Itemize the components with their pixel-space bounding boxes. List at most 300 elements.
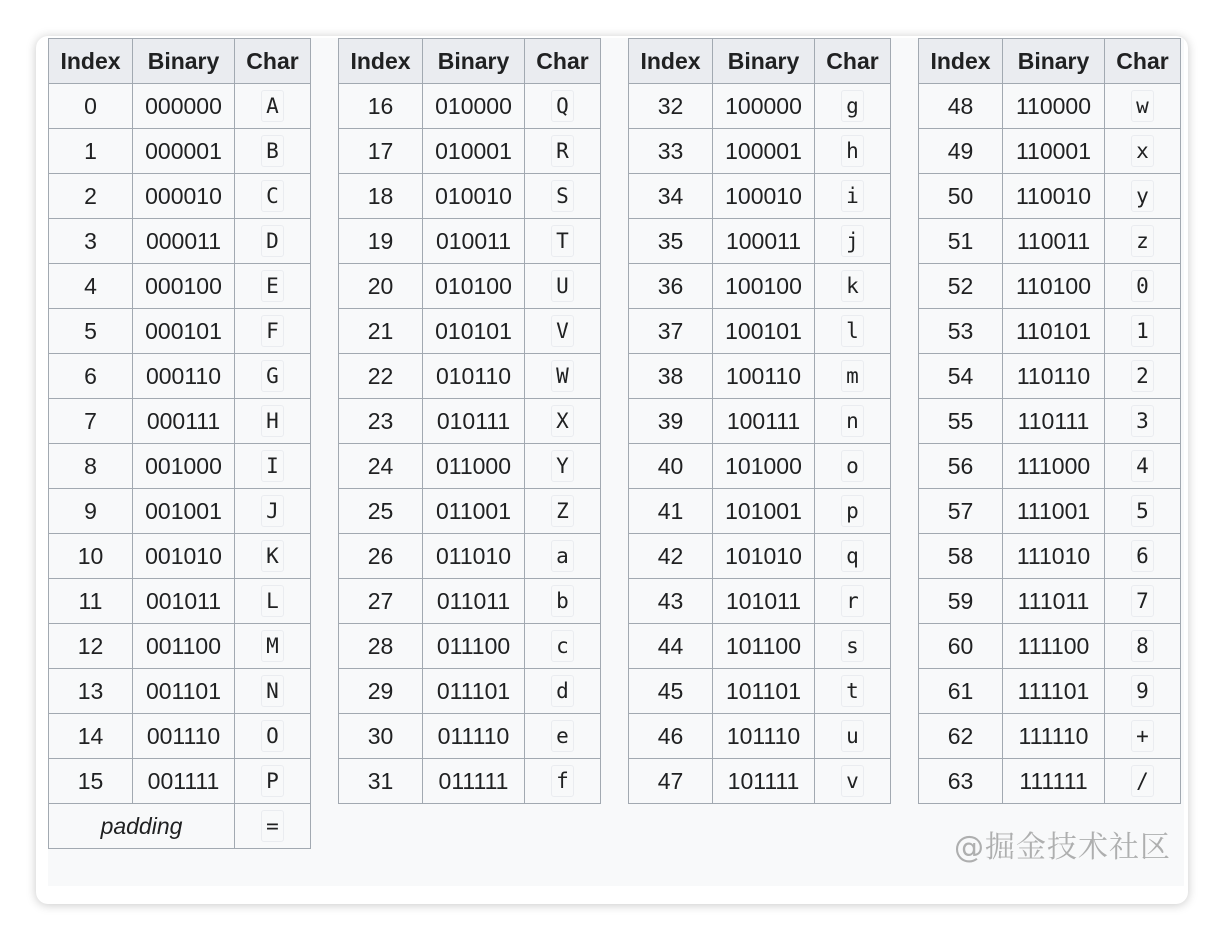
binary-cell: 111111 <box>1003 759 1105 804</box>
index-cell: 10 <box>49 534 133 579</box>
char-cell <box>815 624 891 669</box>
index-cell: 12 <box>49 624 133 669</box>
table-row <box>629 219 891 264</box>
table-row <box>339 174 601 219</box>
header-char: Char <box>815 39 891 84</box>
index-cell: 49 <box>919 129 1003 174</box>
index-cell: 37 <box>629 309 713 354</box>
header-index: Index <box>629 39 713 84</box>
binary-cell: 111000 <box>1003 444 1105 489</box>
table-row <box>339 579 601 624</box>
binary-cell: 010000 <box>423 84 525 129</box>
char-cell <box>815 354 891 399</box>
table-row <box>49 714 311 759</box>
table-row <box>49 759 311 804</box>
char-code: y <box>1131 180 1154 212</box>
binary-cell: 010110 <box>423 354 525 399</box>
index-cell: 39 <box>629 399 713 444</box>
index-cell: 25 <box>339 489 423 534</box>
table-row <box>919 624 1181 669</box>
binary-cell: 000111 <box>133 399 235 444</box>
char-code: Q <box>551 90 574 122</box>
char-code: J <box>261 495 284 527</box>
table-row <box>919 354 1181 399</box>
header-index: Index <box>339 39 423 84</box>
char-cell <box>235 534 311 579</box>
table-row <box>339 624 601 669</box>
table-row <box>919 219 1181 264</box>
binary-cell: 100000 <box>713 84 815 129</box>
char-code: h <box>841 135 864 167</box>
char-cell <box>1105 264 1181 309</box>
binary-cell: 010100 <box>423 264 525 309</box>
index-cell: 18 <box>339 174 423 219</box>
binary-cell: 111010 <box>1003 534 1105 579</box>
char-code: 6 <box>1131 540 1154 572</box>
char-cell <box>235 399 311 444</box>
index-cell: 8 <box>49 444 133 489</box>
index-cell: 19 <box>339 219 423 264</box>
index-cell: 29 <box>339 669 423 714</box>
binary-cell: 000101 <box>133 309 235 354</box>
index-cell: 31 <box>339 759 423 804</box>
char-code: p <box>841 495 864 527</box>
index-cell: 44 <box>629 624 713 669</box>
index-cell: 28 <box>339 624 423 669</box>
table-row <box>629 579 891 624</box>
table-row <box>339 84 601 129</box>
char-code: l <box>841 315 864 347</box>
char-code: X <box>551 405 574 437</box>
table-row <box>339 534 601 579</box>
char-code: D <box>261 225 284 257</box>
binary-cell: 110010 <box>1003 174 1105 219</box>
binary-cell: 001011 <box>133 579 235 624</box>
binary-cell: 110011 <box>1003 219 1105 264</box>
char-code: / <box>1131 765 1154 797</box>
char-code: a <box>551 540 574 572</box>
base64-table-2 <box>338 38 601 804</box>
table-row <box>49 264 311 309</box>
char-cell <box>525 309 601 354</box>
header-row <box>629 39 891 84</box>
table-row <box>49 534 311 579</box>
char-code: K <box>261 540 284 572</box>
char-cell <box>525 489 601 534</box>
padding-char: = <box>261 810 284 842</box>
char-cell <box>1105 759 1181 804</box>
char-cell <box>235 714 311 759</box>
char-cell <box>525 174 601 219</box>
char-code: R <box>551 135 574 167</box>
table-row <box>629 714 891 759</box>
binary-cell: 010001 <box>423 129 525 174</box>
table-row <box>339 444 601 489</box>
index-cell: 9 <box>49 489 133 534</box>
table-row <box>629 354 891 399</box>
table-row <box>629 84 891 129</box>
base64-table-1 <box>48 38 311 849</box>
char-cell <box>1105 354 1181 399</box>
char-cell <box>525 84 601 129</box>
table-row <box>629 264 891 309</box>
table-row <box>339 489 601 534</box>
char-cell <box>235 759 311 804</box>
char-code: 0 <box>1131 270 1154 302</box>
table-row <box>629 534 891 579</box>
table-row <box>339 759 601 804</box>
char-code: z <box>1131 225 1154 257</box>
char-code: 8 <box>1131 630 1154 662</box>
index-cell: 15 <box>49 759 133 804</box>
binary-cell: 000100 <box>133 264 235 309</box>
header-char: Char <box>235 39 311 84</box>
table-row <box>49 174 311 219</box>
char-code: M <box>261 630 284 662</box>
char-cell <box>815 759 891 804</box>
table-row <box>49 489 311 534</box>
char-cell <box>235 264 311 309</box>
char-cell <box>235 219 311 264</box>
index-cell: 58 <box>919 534 1003 579</box>
char-code: + <box>1131 720 1154 752</box>
table-row <box>339 714 601 759</box>
table-row <box>629 309 891 354</box>
binary-cell: 110111 <box>1003 399 1105 444</box>
index-cell: 59 <box>919 579 1003 624</box>
binary-cell: 110100 <box>1003 264 1105 309</box>
char-code: k <box>841 270 864 302</box>
binary-cell: 000001 <box>133 129 235 174</box>
char-code: m <box>841 360 864 392</box>
padding-char-cell <box>235 804 311 849</box>
index-cell: 40 <box>629 444 713 489</box>
index-cell: 53 <box>919 309 1003 354</box>
char-cell <box>235 669 311 714</box>
char-cell <box>1105 714 1181 759</box>
char-cell <box>525 444 601 489</box>
table-row <box>339 219 601 264</box>
char-cell <box>815 174 891 219</box>
index-cell: 6 <box>49 354 133 399</box>
char-cell <box>525 759 601 804</box>
char-cell <box>525 714 601 759</box>
char-code: s <box>841 630 864 662</box>
header-char: Char <box>525 39 601 84</box>
index-cell: 47 <box>629 759 713 804</box>
index-cell: 23 <box>339 399 423 444</box>
char-cell <box>1105 219 1181 264</box>
char-code: Z <box>551 495 574 527</box>
char-code: Y <box>551 450 574 482</box>
char-code: V <box>551 315 574 347</box>
binary-cell: 101010 <box>713 534 815 579</box>
char-cell <box>235 579 311 624</box>
table-row <box>919 534 1181 579</box>
table-row <box>919 489 1181 534</box>
index-cell: 34 <box>629 174 713 219</box>
char-cell <box>235 489 311 534</box>
index-cell: 7 <box>49 399 133 444</box>
table-row <box>49 444 311 489</box>
char-cell <box>525 219 601 264</box>
char-code: U <box>551 270 574 302</box>
base64-index-table-container <box>48 38 1184 886</box>
binary-cell: 011110 <box>423 714 525 759</box>
char-cell <box>525 624 601 669</box>
char-code: 5 <box>1131 495 1154 527</box>
char-cell <box>235 309 311 354</box>
index-cell: 50 <box>919 174 1003 219</box>
binary-cell: 001001 <box>133 489 235 534</box>
index-cell: 30 <box>339 714 423 759</box>
binary-cell: 010011 <box>423 219 525 264</box>
binary-cell: 001100 <box>133 624 235 669</box>
index-cell: 26 <box>339 534 423 579</box>
char-cell <box>815 714 891 759</box>
binary-cell: 000110 <box>133 354 235 399</box>
char-cell <box>815 264 891 309</box>
table-row <box>629 399 891 444</box>
char-cell <box>525 534 601 579</box>
char-cell <box>235 444 311 489</box>
index-cell: 54 <box>919 354 1003 399</box>
table-row <box>49 624 311 669</box>
char-cell <box>1105 444 1181 489</box>
index-cell: 35 <box>629 219 713 264</box>
char-code: W <box>551 360 574 392</box>
char-cell <box>235 84 311 129</box>
table-row <box>339 669 601 714</box>
binary-cell: 011111 <box>423 759 525 804</box>
char-code: j <box>841 225 864 257</box>
char-code: C <box>261 180 284 212</box>
header-index: Index <box>49 39 133 84</box>
index-cell: 32 <box>629 84 713 129</box>
table-row <box>49 579 311 624</box>
base64-table-3 <box>628 38 891 804</box>
char-cell <box>815 399 891 444</box>
screenshot-card <box>36 36 1188 904</box>
char-cell <box>1105 579 1181 624</box>
char-code: E <box>261 270 284 302</box>
char-cell <box>815 489 891 534</box>
header-binary: Binary <box>133 39 235 84</box>
char-cell <box>1105 534 1181 579</box>
char-cell <box>1105 399 1181 444</box>
binary-cell: 101111 <box>713 759 815 804</box>
char-code: i <box>841 180 864 212</box>
binary-cell: 000000 <box>133 84 235 129</box>
index-cell: 1 <box>49 129 133 174</box>
header-binary: Binary <box>713 39 815 84</box>
index-cell: 56 <box>919 444 1003 489</box>
binary-cell: 100011 <box>713 219 815 264</box>
binary-cell: 101011 <box>713 579 815 624</box>
char-code: B <box>261 135 284 167</box>
table-row <box>629 174 891 219</box>
watermark-text: @掘金技术社区 <box>954 830 1171 865</box>
index-cell: 17 <box>339 129 423 174</box>
binary-cell: 100001 <box>713 129 815 174</box>
header-index: Index <box>919 39 1003 84</box>
char-cell <box>815 669 891 714</box>
binary-cell: 011000 <box>423 444 525 489</box>
char-code: G <box>261 360 284 392</box>
char-code: o <box>841 450 864 482</box>
index-cell: 52 <box>919 264 1003 309</box>
char-code: L <box>261 585 284 617</box>
char-code: t <box>841 675 864 707</box>
binary-cell: 111101 <box>1003 669 1105 714</box>
table-row <box>629 444 891 489</box>
header-row <box>339 39 601 84</box>
binary-cell: 011100 <box>423 624 525 669</box>
table-row <box>339 264 601 309</box>
index-cell: 62 <box>919 714 1003 759</box>
padding-label: padding <box>49 804 235 849</box>
char-code: x <box>1131 135 1154 167</box>
char-code: u <box>841 720 864 752</box>
binary-cell: 100101 <box>713 309 815 354</box>
index-cell: 63 <box>919 759 1003 804</box>
index-cell: 5 <box>49 309 133 354</box>
char-cell <box>815 219 891 264</box>
table-row <box>49 309 311 354</box>
char-cell <box>1105 624 1181 669</box>
table-row <box>49 84 311 129</box>
char-cell <box>1105 84 1181 129</box>
char-cell <box>815 129 891 174</box>
header-char: Char <box>1105 39 1181 84</box>
char-code: 2 <box>1131 360 1154 392</box>
index-cell: 33 <box>629 129 713 174</box>
char-cell <box>525 354 601 399</box>
binary-cell: 101001 <box>713 489 815 534</box>
binary-cell: 110001 <box>1003 129 1105 174</box>
table-row <box>919 129 1181 174</box>
index-cell: 24 <box>339 444 423 489</box>
char-code: r <box>841 585 864 617</box>
char-code: w <box>1131 90 1154 122</box>
char-cell <box>1105 129 1181 174</box>
char-cell <box>1105 489 1181 534</box>
char-code: c <box>551 630 574 662</box>
char-cell <box>525 579 601 624</box>
table-row <box>629 759 891 804</box>
char-code: f <box>551 765 574 797</box>
table-row <box>919 579 1181 624</box>
index-cell: 57 <box>919 489 1003 534</box>
binary-cell: 101110 <box>713 714 815 759</box>
binary-cell: 010101 <box>423 309 525 354</box>
header-row <box>49 39 311 84</box>
char-code: v <box>841 765 864 797</box>
table-row <box>339 354 601 399</box>
binary-cell: 000011 <box>133 219 235 264</box>
char-cell <box>525 669 601 714</box>
table-row <box>629 129 891 174</box>
char-code: 3 <box>1131 405 1154 437</box>
binary-cell: 011011 <box>423 579 525 624</box>
index-cell: 14 <box>49 714 133 759</box>
char-code: n <box>841 405 864 437</box>
index-cell: 60 <box>919 624 1003 669</box>
char-code: N <box>261 675 284 707</box>
table-row <box>919 759 1181 804</box>
binary-cell: 101100 <box>713 624 815 669</box>
binary-cell: 110101 <box>1003 309 1105 354</box>
char-cell <box>815 84 891 129</box>
index-cell: 3 <box>49 219 133 264</box>
table-row <box>49 219 311 264</box>
base64-table-4 <box>918 38 1181 804</box>
table-row <box>919 174 1181 219</box>
char-cell <box>525 129 601 174</box>
char-code: g <box>841 90 864 122</box>
char-code: T <box>551 225 574 257</box>
binary-cell: 100100 <box>713 264 815 309</box>
binary-cell: 110110 <box>1003 354 1105 399</box>
char-cell <box>815 579 891 624</box>
char-code: A <box>261 90 284 122</box>
table-row <box>919 714 1181 759</box>
header-row <box>919 39 1181 84</box>
char-cell <box>815 444 891 489</box>
binary-cell: 111001 <box>1003 489 1105 534</box>
char-cell <box>1105 309 1181 354</box>
table-row <box>919 444 1181 489</box>
binary-cell: 010111 <box>423 399 525 444</box>
binary-cell: 100111 <box>713 399 815 444</box>
binary-cell: 001000 <box>133 444 235 489</box>
char-code: q <box>841 540 864 572</box>
char-cell <box>525 399 601 444</box>
index-cell: 13 <box>49 669 133 714</box>
binary-cell: 011001 <box>423 489 525 534</box>
table-row <box>629 489 891 534</box>
char-code: S <box>551 180 574 212</box>
char-code: P <box>261 765 284 797</box>
char-code: d <box>551 675 574 707</box>
index-cell: 21 <box>339 309 423 354</box>
binary-cell: 111011 <box>1003 579 1105 624</box>
char-code: 4 <box>1131 450 1154 482</box>
table-row <box>339 309 601 354</box>
table-row <box>919 84 1181 129</box>
index-cell: 20 <box>339 264 423 309</box>
index-cell: 61 <box>919 669 1003 714</box>
table-row <box>919 669 1181 714</box>
char-cell <box>525 264 601 309</box>
binary-cell: 110000 <box>1003 84 1105 129</box>
table-row <box>339 399 601 444</box>
index-cell: 22 <box>339 354 423 399</box>
char-cell <box>1105 669 1181 714</box>
char-code: H <box>261 405 284 437</box>
table-row <box>919 309 1181 354</box>
index-cell: 4 <box>49 264 133 309</box>
index-cell: 55 <box>919 399 1003 444</box>
header-binary: Binary <box>1003 39 1105 84</box>
binary-cell: 101101 <box>713 669 815 714</box>
table-row <box>919 264 1181 309</box>
char-code: O <box>261 720 284 752</box>
char-cell <box>815 534 891 579</box>
char-code: 7 <box>1131 585 1154 617</box>
index-cell: 11 <box>49 579 133 624</box>
binary-cell: 001110 <box>133 714 235 759</box>
